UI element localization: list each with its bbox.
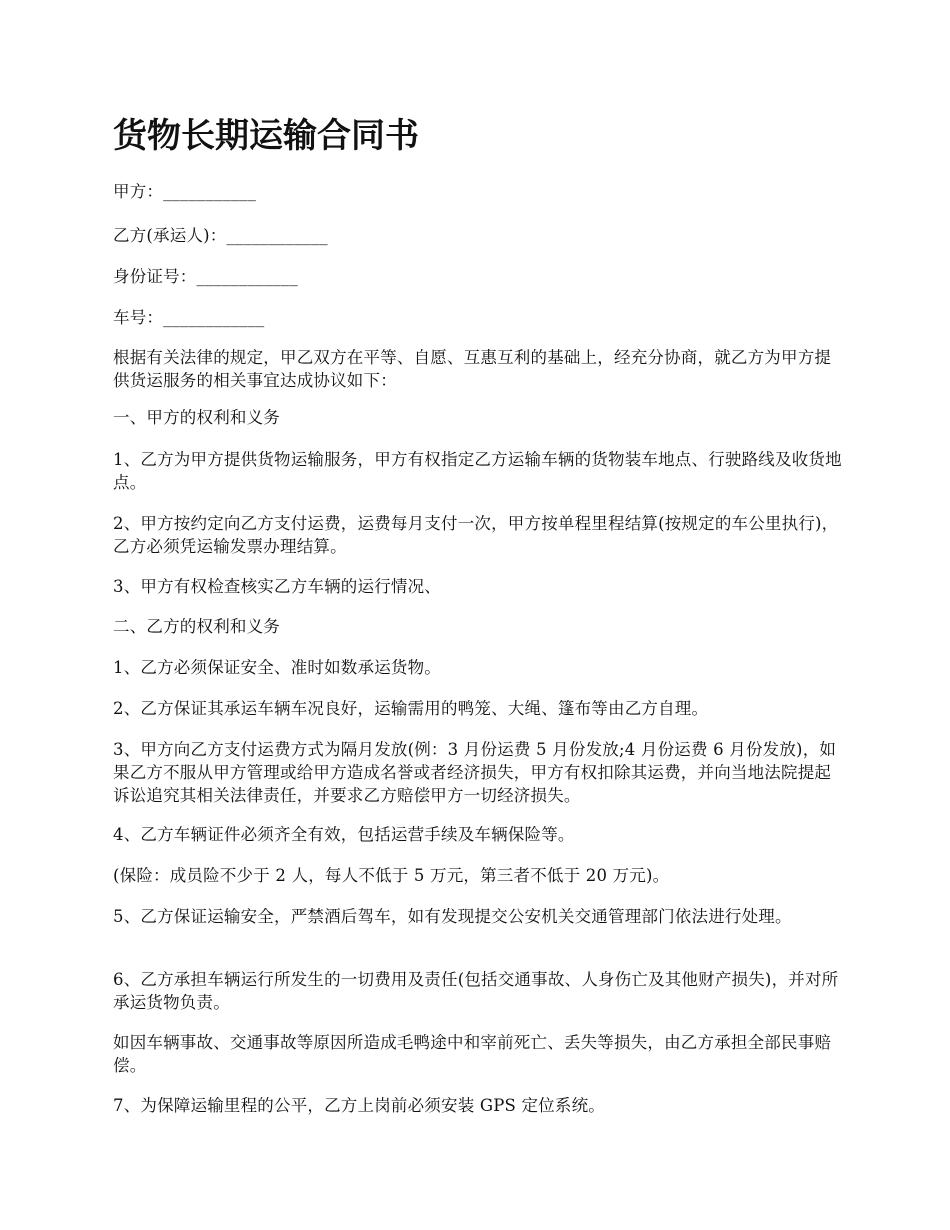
field-label: 乙方(承运人)： — [113, 226, 227, 245]
clause: 3、甲方向乙方支付运费方式为隔月发放(例：3 月份运费 5 月份发放;4 月份运费 6 月份发放)，如果乙方不服从甲方管理或给甲方造成名誉或者经济损失，甲方有权扣除其运费，并向当地法院提起诉讼追究其相关法律责任，并要求乙方赔偿甲方一切经济损失。 — [113, 740, 837, 805]
field-id-number — [113, 265, 843, 288]
intro-paragraph: 根据有关法律的规定，甲乙双方在平等、自愿、互惠互利的基础上，经充分协商，就乙方为甲方提供货运服务的相关事宜达成协议如下： — [113, 348, 832, 390]
field-blank: ___________ — [163, 182, 257, 201]
field-party-a — [113, 180, 843, 203]
field-label: 甲方： — [113, 182, 164, 201]
clause: 2、乙方保证其承运车辆车况良好，运输需用的鸭笼、大绳、篷布等由乙方自理。 — [113, 699, 709, 718]
section-heading: 一、甲方的权利和义务 — [113, 408, 280, 427]
clause-note: (保险：成员险不少于 2 人，每人不低于 5 万元，第三者不低于 20 万元)。 — [113, 866, 670, 885]
clause: 1、乙方必须保证安全、准时如数承运货物。 — [113, 658, 441, 677]
field-label: 车号： — [113, 308, 164, 327]
section-heading: 二、乙方的权利和义务 — [113, 617, 280, 636]
clause: 5、乙方保证运输安全，严禁酒后驾车，如有发现提交公安机关交通管理部门依法进行处理。 — [113, 907, 792, 926]
field-blank: ____________ — [226, 226, 328, 245]
clause: 6、乙方承担车辆运行所发生的一切费用及责任(包括交通事故、人身伤亡及其他财产损失)，并对所承运货物负责。 — [113, 970, 839, 1012]
field-blank: ____________ — [196, 267, 298, 286]
field-label: 身份证号： — [113, 267, 197, 286]
clause: 7、为保障运输里程的公平，乙方上岗前必须安装 GPS 定位系统。 — [113, 1096, 605, 1115]
clause: 4、乙方车辆证件必须齐全有效，包括运营手续及车辆保险等。 — [113, 825, 575, 844]
clause: 3、甲方有权检查核实乙方车辆的运行情况、 — [113, 577, 441, 596]
field-blank: ____________ — [163, 308, 265, 327]
field-party-b — [113, 224, 843, 247]
field-vehicle-number — [113, 306, 843, 329]
clause: 如因车辆事故、交通事故等原因所造成毛鸭途中和宰前死亡、丢失等损失，由乙方承担全部民事赔偿。 — [113, 1033, 832, 1075]
document-title: 货物长期运输合同书 — [113, 116, 419, 156]
clause: 1、乙方为甲方提供货物运输服务，甲方有权指定乙方运输车辆的货物装车地点、行驶路线及收货地点。 — [113, 450, 842, 492]
clause: 2、甲方按约定向乙方支付运费，运费每月支付一次，甲方按单程里程结算(按规定的车公里执行)，乙方必须凭运输发票办理结算。 — [113, 514, 839, 556]
